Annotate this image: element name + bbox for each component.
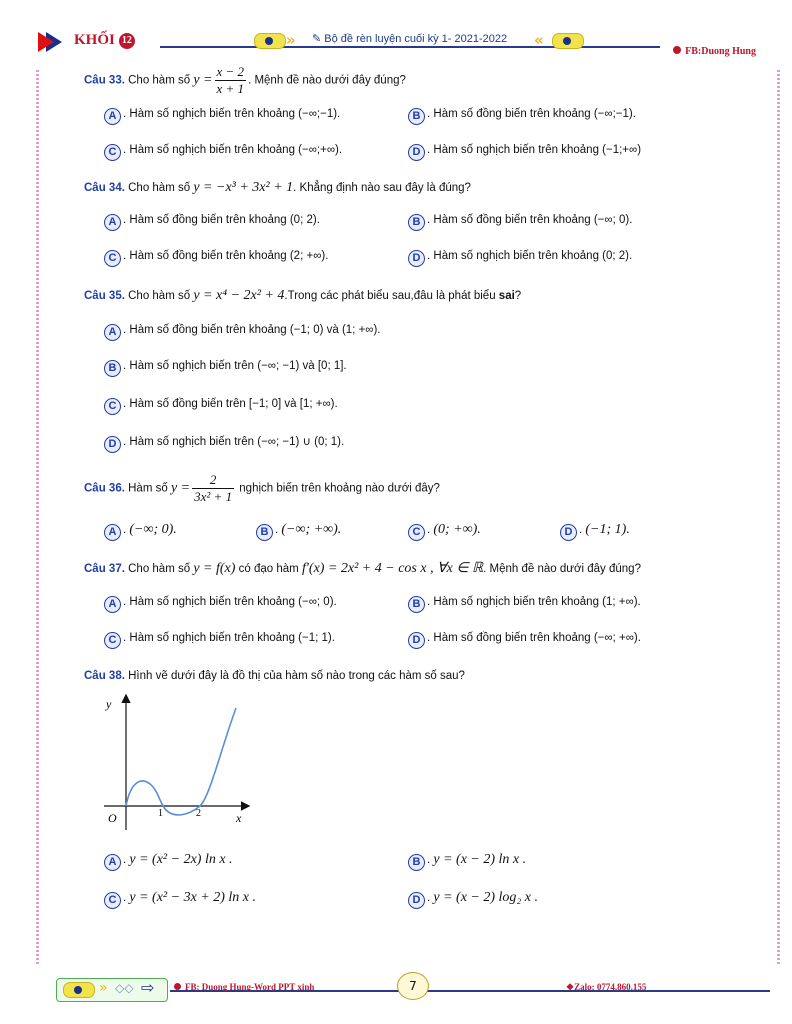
khoi-number: 12 (119, 33, 135, 49)
option-c[interactable]: C . Hàm số nghịch biến trên khoảng (−∞;+∞). (104, 144, 342, 161)
option-d[interactable]: D . Hàm số nghịch biến trên khoảng (−1;+∞) (408, 144, 641, 161)
option-d[interactable]: D . Hàm số nghịch biến trên khoảng (0; 2). (408, 250, 632, 267)
page-number: 7 (397, 972, 429, 1000)
formula: $\frac{2}{\text{3x² + 1}}$ (194, 472, 233, 504)
right-border-decoration (777, 70, 780, 964)
option-c[interactable]: C . Hàm số đồng biến trên khoảng (2; +∞). (104, 250, 328, 267)
question-38: Câu 38. Hình vẽ dưới đây là đồ thị của hàm số nào trong các hàm số sau? (84, 670, 465, 682)
option-d[interactable]: D . y = (x − 2) log₂ x . (408, 890, 538, 909)
option-a[interactable]: A . Hàm số đồng biến trên khoảng (0; 2). (104, 214, 320, 231)
option-d[interactable]: D . Hàm số nghịch biến trên (−∞; −1) ∪ (0; 1). (104, 434, 344, 453)
option-d[interactable]: D . (−1; 1). (560, 522, 630, 541)
header-fb: FB:Duong Hung (673, 46, 756, 57)
facebook-icon (174, 983, 181, 990)
option-letter-c: C (104, 144, 121, 161)
option-b[interactable]: B . Hàm số nghịch biến trên (−∞; −1) và [0; 1]. (104, 360, 347, 377)
diamond-icon: ◇◇ (115, 981, 134, 995)
arrow-right-icon: ⇨ (141, 978, 155, 997)
option-b[interactable]: B . Hàm số đồng biến trên khoảng (−∞; 0). (408, 214, 632, 231)
question-36: Câu 36. Hàm số y = $\frac{2}{\text{3x² + 1}}$ nghịch biến trên khoảng nào dưới đây? (84, 472, 440, 504)
option-b[interactable]: B . (−∞; +∞). (256, 522, 341, 541)
question-33: Câu 33. Cho hàm số y = $\frac{x - 2}{x + 1}$ . Mệnh đề nào dưới đây đúng? (84, 64, 406, 96)
option-b[interactable]: B . y = (x − 2) ln x . (408, 852, 526, 871)
footer-badge (56, 978, 168, 1002)
option-c[interactable]: C . Hàm số đồng biến trên [−1; 0] và [1; +∞). (104, 398, 338, 415)
option-c[interactable]: C . y = (x² − 3x + 2) ln x . (104, 890, 256, 909)
option-d[interactable]: D . Hàm số đồng biến trên khoảng (−∞; +∞). (408, 632, 641, 649)
arrow-icon (38, 32, 54, 52)
option-b[interactable]: B . Hàm số đồng biến trên khoảng (−∞;−1). (408, 108, 636, 125)
chevron-right-icon: » (286, 31, 296, 49)
y-axis-label: y (106, 697, 112, 711)
formula: y = x⁴ − 2x² + 4 (193, 288, 285, 303)
chevron-left-icon: « (534, 31, 544, 49)
question-37: Câu 37. Cho hàm số y = f(x) có đạo hàm f′(x) = 2x² + 4 − cos x , ∀x ∈ ℝ. Mệnh đề nào dưới đây đúng? (84, 561, 641, 576)
origin-label: O (108, 811, 117, 825)
formula: f′(x) = 2x² + 4 − cos x , ∀x ∈ ℝ (301, 561, 484, 576)
tick-label-2: 2 (196, 808, 201, 819)
option-letter-b: B (408, 108, 425, 125)
pill-icon (552, 33, 584, 49)
question-34: Câu 34. Cho hàm số y = −x³ + 3x² + 1. Khẳng định nào sau đây là đúng? (84, 180, 471, 195)
option-a[interactable]: A . Hàm số đồng biến trên khoảng (−1; 0) và (1; +∞). (104, 324, 381, 341)
option-a[interactable]: A . y = (x² − 2x) ln x . (104, 852, 233, 871)
question-label: Câu 33. (84, 74, 125, 87)
option-letter-a: A (104, 108, 121, 125)
option-letter-d: D (408, 144, 425, 161)
option-a[interactable]: A . (−∞; 0). (104, 522, 177, 541)
footer (50, 972, 770, 1012)
option-c[interactable]: C . (0; +∞). (408, 522, 481, 541)
header-title: ✎ Bộ đề rèn luyện cuối kỳ 1- 2021-2022 (312, 33, 508, 45)
pill-icon (63, 982, 95, 998)
khoi-badge (38, 30, 166, 54)
pill-icon (254, 33, 286, 49)
footer-zalo: ❖Zalo: 0774.860.155 (566, 982, 647, 992)
option-c[interactable]: C . Hàm số nghịch biến trên khoảng (−1; 1). (104, 632, 335, 649)
tick-label-1: 1 (158, 808, 163, 819)
chevron-right-icon: » (99, 980, 108, 996)
header-title-box (250, 30, 590, 50)
option-a[interactable]: A . Hàm số nghịch biến trên khoảng (−∞; 0). (104, 596, 337, 613)
khoi-label: KHỐI (74, 32, 115, 48)
option-a[interactable]: A . Hàm số nghịch biến trên khoảng (−∞;−1). (104, 108, 340, 125)
option-b[interactable]: B . Hàm số nghịch biến trên khoảng (1; +∞). (408, 596, 641, 613)
question-35: Câu 35. Cho hàm số y = x⁴ − 2x² + 4.Trong các phát biểu sau,đâu là phát biểu sai? (84, 288, 522, 303)
facebook-icon (673, 46, 681, 54)
left-border-decoration (36, 70, 39, 964)
formula: $\frac{x - 2}{x + 1}$ (216, 64, 245, 96)
formula: y = −x³ + 3x² + 1 (193, 180, 294, 195)
graph-curve (126, 708, 236, 815)
function-graph (96, 692, 256, 832)
footer-fb: FB: Duong Hung-Word PPT xinh (174, 982, 314, 992)
x-axis-label: x (236, 811, 242, 825)
